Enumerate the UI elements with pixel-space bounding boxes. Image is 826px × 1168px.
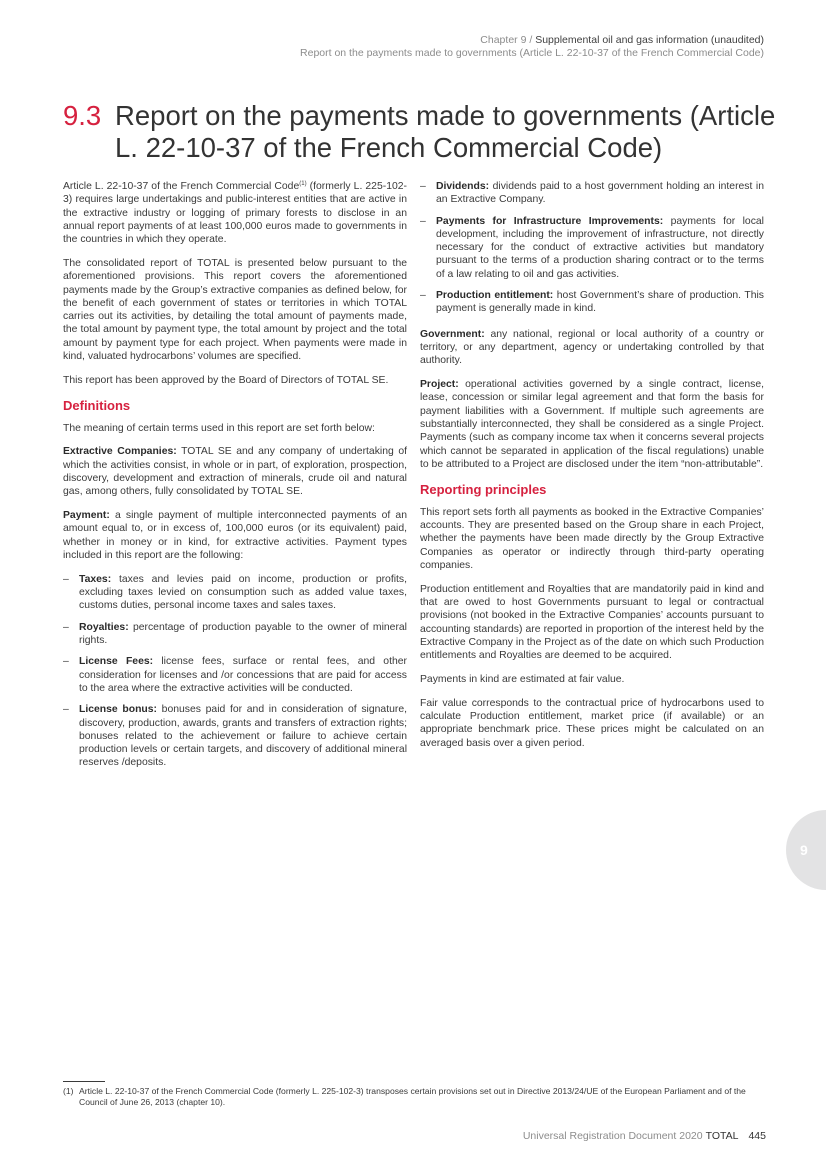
reporting-paragraph-3: Payments in kind are estimated at fair value. bbox=[420, 673, 625, 685]
header-section: Supplemental oil and gas information (unaudited) bbox=[535, 34, 764, 46]
term-extractive: Extractive Companies: bbox=[63, 446, 177, 458]
def-project: operational activities governed by a single contract, license, lease, concession or similar legal agreement and that form the basis for payment liabilities with a Government. If multiple such agreements are substantially interconnected, they shall be considered as a single Project. Payments (such as company income tax when it concerns several projects which cannot be separated in application of the fiscal regulations) unable to be attributed to a Project are disclosed under the item “non-attributable”. bbox=[420, 379, 764, 470]
list-desc: payments for local development, including the improvement of infrastructure, not directly necessary for the conduct of extractive activities but mandatory pursuant to the terms of a production sharing contract or to the terms of a law relating to oil and gas activities. bbox=[436, 215, 764, 280]
running-header bbox=[300, 34, 764, 60]
list-marker: – bbox=[63, 656, 69, 668]
footnote-ref: (1) bbox=[299, 181, 307, 187]
intro1-text-a: Article L. 22-10-37 of the French Commercial Code bbox=[63, 181, 300, 192]
intro-paragraph-2: The consolidated report of TOTAL is presented below pursuant to the aforementioned provisions. This report covers the aforementioned payments made by the Group’s extractive companies as defined below, for the benefit of each government of states or territories in which TOTAL carries out its activities, by detailing the total amount of payments made, the total amount by payment type, the total amount by project and the total amount by payment type for each project. When payments were made in kind, valuated hydrocarbons’ volumes are specified. bbox=[63, 257, 407, 363]
page-number: 445 bbox=[748, 1130, 766, 1142]
def-payment: a single payment of multiple interconnected payments of an amount equal to, or in excess of, 100,000 euros (or its equivalent) paid, whether in money or in kind, for extractive activities. Payment types included in this report are the following: bbox=[63, 510, 407, 562]
intro-paragraph-1 bbox=[63, 180, 407, 246]
list-desc: bonuses paid for and in consideration of signature, discovery, production, awards, grants and transfers of extraction rights; bonuses related to the achievement or failure to achieve certain production levels or certain targets, and discovery of additional mineral reserves /deposits. bbox=[79, 704, 407, 769]
header-separator: / bbox=[526, 34, 536, 46]
page-footer bbox=[523, 1130, 766, 1142]
footnote-number: (1) bbox=[63, 1086, 74, 1096]
list-term: Royalties: bbox=[79, 621, 129, 633]
footer-document-title: Universal Registration Document 2020 bbox=[522, 1130, 703, 1142]
list-desc: host Government’s share of production. This payment is generally made in kind. bbox=[436, 290, 765, 315]
list-marker: – bbox=[63, 573, 69, 585]
definitions-intro: The meaning of certain terms used in this report are set forth below: bbox=[63, 422, 375, 434]
header-subtitle: Report on the payments made to governments (Article L. 22-10-37 of the French Commercial Code) bbox=[300, 47, 764, 59]
list-item bbox=[420, 215, 764, 281]
list-term: Dividends: bbox=[436, 181, 490, 192]
term-project: Project: bbox=[420, 379, 459, 391]
chapter-tab-label: 9 bbox=[800, 842, 808, 858]
list-item bbox=[420, 289, 764, 316]
footnote-divider bbox=[63, 1081, 105, 1082]
list-marker: – bbox=[420, 215, 426, 227]
list-item bbox=[63, 655, 407, 695]
list-marker: – bbox=[63, 621, 69, 633]
list-item bbox=[63, 573, 407, 613]
list-desc: taxes and levies paid on income, production or profits, excluding taxes levied on consumption such as added value taxes, customs duties, personal income taxes and sales taxes. bbox=[79, 573, 407, 612]
list-term: License bonus: bbox=[79, 704, 157, 716]
list-desc: dividends paid to a host government holding an interest in an Extractive Company. bbox=[436, 181, 764, 206]
footnote bbox=[63, 1086, 768, 1108]
list-marker: – bbox=[63, 704, 69, 716]
reporting-paragraph-2: Production entitlement and Royalties that are mandatorily paid in kind and that are owed to host Governments pursuant to legal or contractual provisions (not booked in the Extractive Companies’ accounts pursuant to accounting standards) are reported in proportion of the interest held by the Extractive Company in the Project as of the date on which such Production entitlements and Royalties are deemed to be acquired. bbox=[420, 583, 764, 662]
list-desc: percentage of production payable to the owner of mineral rights. bbox=[79, 621, 407, 647]
def-extractive: TOTAL SE and any company of undertaking of which the activities consist, in whole or in part, of exploration, prospection, discovery, development and extraction of minerals, crude oil and natural gas, among others, fully consolidated by TOTAL SE. bbox=[63, 446, 407, 498]
page-title bbox=[63, 100, 783, 164]
list-item bbox=[63, 703, 407, 769]
list-item bbox=[420, 180, 764, 207]
definitions-heading: Definitions bbox=[63, 397, 131, 413]
definition-project bbox=[420, 378, 764, 471]
def-government: any national, regional or local authority of a country or territory, or any department, agency or undertaking controlled by that authority. bbox=[420, 328, 764, 367]
definition-extractive-companies bbox=[63, 445, 407, 498]
list-marker: – bbox=[420, 290, 426, 302]
right-column bbox=[420, 180, 764, 760]
list-item bbox=[63, 621, 407, 648]
chapter-tab[interactable] bbox=[786, 810, 826, 890]
definition-government bbox=[420, 328, 764, 368]
reporting-principles-heading: Reporting principles bbox=[420, 481, 547, 497]
list-term: Production entitlement: bbox=[436, 290, 554, 302]
footer-brand: TOTAL bbox=[705, 1130, 739, 1142]
reporting-paragraph-4: Fair value corresponds to the contractual price of hydrocarbons used to calculate Production entitlement, market price (if available) or an appropriate benchmark price. These prices might be calculated on an averaged basis over a given period. bbox=[420, 697, 764, 749]
reporting-paragraph-1: This report sets forth all payments as booked in the Extractive Companies’ accounts. They are presented based on the Group share in each Project, whether the payments have been made directly by the Group Extractive Companies as operator or indirectly through third-party operating companies. bbox=[420, 506, 764, 571]
footnote-text: Article L. 22-10-37 of the French Commercial Code (formerly L. 225-102-3) transposes certain provisions set out in Directive 2013/24/UE of the European Parliament and of the Council of June 26, 2013 (chapter 10). bbox=[79, 1086, 746, 1107]
term-government: Government: bbox=[420, 328, 485, 340]
header-chapter: Chapter 9 bbox=[480, 34, 527, 46]
intro-paragraph-3: This report has been approved by the Board of Directors of TOTAL SE. bbox=[63, 374, 389, 386]
list-term: License Fees: bbox=[79, 656, 154, 668]
list-marker: – bbox=[420, 181, 426, 192]
section-number: 9.3 bbox=[63, 100, 102, 131]
intro1-text-b: (formerly L. 225-102-3) requires large undertakings and public-interest entities that are active in the extractive industry or logging of primary forests to disclose in an annual report payments of at least 100,000 euros made to governments in the countries in which they operate. bbox=[63, 181, 407, 246]
section-title: Report on the payments made to governments (Article L. 22-10-37 of the French Commercial Code) bbox=[115, 100, 776, 163]
list-term: Taxes: bbox=[79, 573, 112, 585]
definition-payment bbox=[63, 509, 407, 562]
list-desc: license fees, surface or rental fees, and other consideration for licenses and /or concessions that are paid for access to the area where the extractive activities will be conducted. bbox=[79, 656, 407, 694]
term-payment: Payment: bbox=[63, 510, 110, 522]
left-column bbox=[63, 180, 407, 778]
list-term: Payments for Infrastructure Improvements: bbox=[436, 215, 664, 227]
